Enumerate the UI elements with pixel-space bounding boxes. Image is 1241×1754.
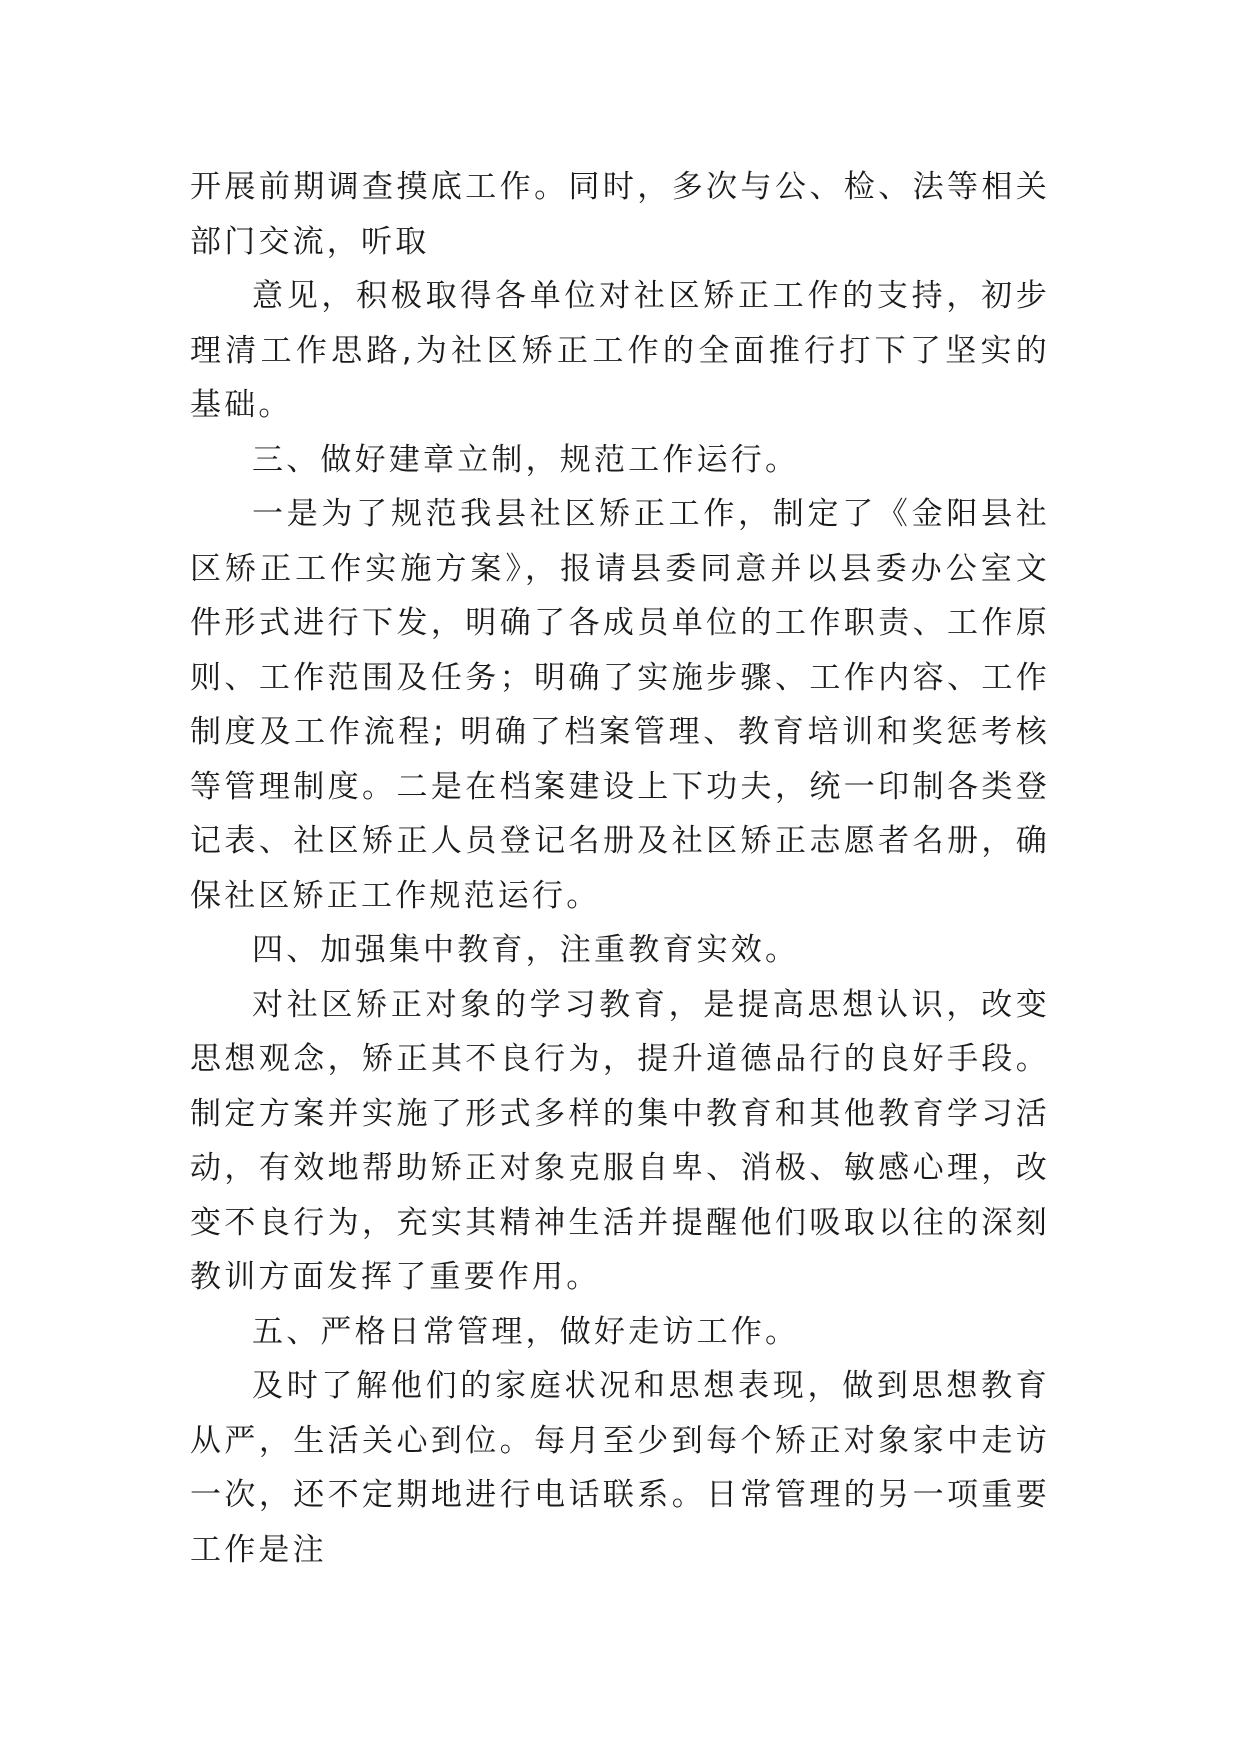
document-body	[190, 160, 1050, 1577]
body-paragraph: 及时了解他们的家庭状况和思想表现，做到思想教育从严，生活关心到位。每月至少到每个矫正对象家中走访一次，还不定期地进行电话联系。日常管理的另一项重要工作是注	[190, 1368, 1050, 1568]
section-heading: 五、严格日常管理，做好走访工作。	[252, 1313, 800, 1350]
body-paragraph: 对社区矫正对象的学习教育，是提高思想认识，改变思想观念，矫正其不良行为，提升道德品行的良好手段。制定方案并实施了形式多样的集中教育和其他教育学习活动，有效地帮助矫正对象克服自卑、消极、敏感心理，改变不良行为，充实其精神生活并提醒他们吸取以往的深刻教训方面发挥了重要作用。	[190, 986, 1050, 1295]
section-heading: 三、做好建章立制，规范工作运行。	[252, 441, 800, 478]
body-paragraph: 意见，积极取得各单位对社区矫正工作的支持，初步理清工作思路,为社区矫正工作的全面推行打下了坚实的基础。	[190, 278, 1050, 423]
body-paragraph: 开展前期调查摸底工作。同时，多次与公、检、法等相关部门交流，听取	[190, 169, 1050, 260]
body-paragraph: 一是为了规范我县社区矫正工作，制定了《金阳县社区矫正工作实施方案》，报请县委同意并以县委办公室文件形式进行下发，明确了各成员单位的工作职责、工作原则、工作范围及任务；明确了实施步骤、工作内容、工作制度及工作流程; 明确了档案管理、教育培训和奖惩考核等管理制度。二是在档案建设上下功夫，统一印制各类登记表、社区矫正人员登记名册及社区矫正志愿者名册，确保社区矫正工作规范运行。	[190, 496, 1050, 914]
section-heading: 四、加强集中教育，注重教育实效。	[252, 932, 800, 968]
